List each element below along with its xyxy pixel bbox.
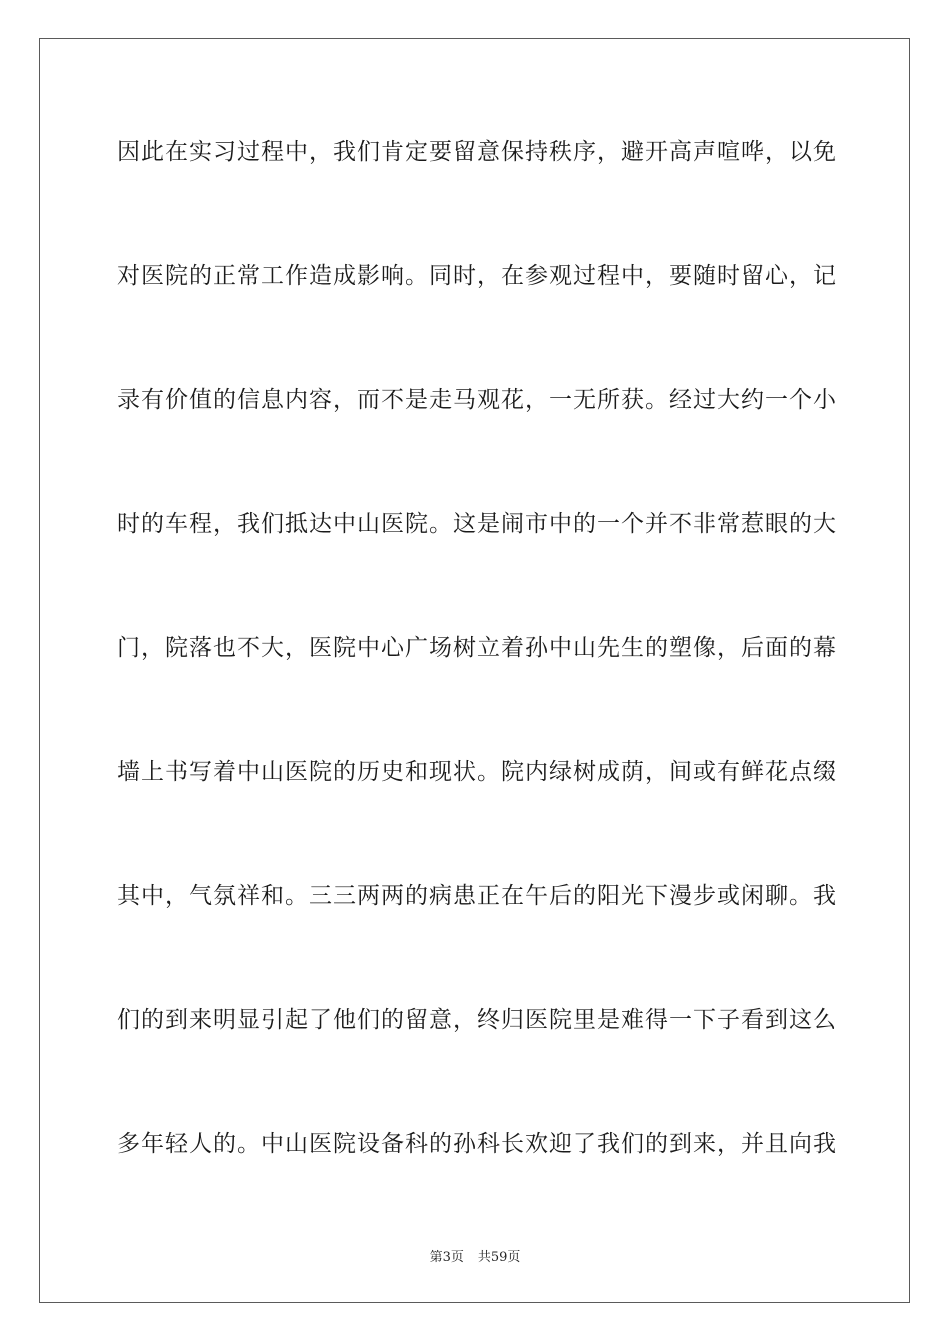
page-total: 共59页	[477, 1250, 521, 1265]
text-line: 时的车程，我们抵达中山医院。这是闹市中的一个并不非常惹眼的大	[117, 511, 837, 537]
page-footer	[0, 1246, 950, 1265]
text-line: 多年轻人的。中山医院设备科的孙科长欢迎了我们的到来，并且向我	[117, 1131, 837, 1157]
text-line: 门，院落也不大，医院中心广场树立着孙中山先生的塑像，后面的幕	[117, 635, 837, 661]
document-body	[117, 120, 837, 1236]
text-line: 录有价值的信息内容，而不是走马观花，一无所获。经过大约一个小	[117, 387, 837, 413]
text-line: 对医院的正常工作造成影响。同时，在参观过程中，要随时留心，记	[117, 263, 837, 289]
text-line: 因此在实习过程中，我们肯定要留意保持秩序，避开高声喧哗，以免	[117, 139, 837, 165]
text-line: 墙上书写着中山医院的历史和现状。院内绿树成荫，间或有鲜花点缀	[117, 759, 837, 785]
text-line: 其中，气氛祥和。三三两两的病患正在午后的阳光下漫步或闲聊。我	[117, 883, 837, 909]
page-number: 第3页	[429, 1250, 464, 1265]
text-line: 们的到来明显引起了他们的留意，终归医院里是难得一下子看到这么	[117, 1007, 837, 1033]
